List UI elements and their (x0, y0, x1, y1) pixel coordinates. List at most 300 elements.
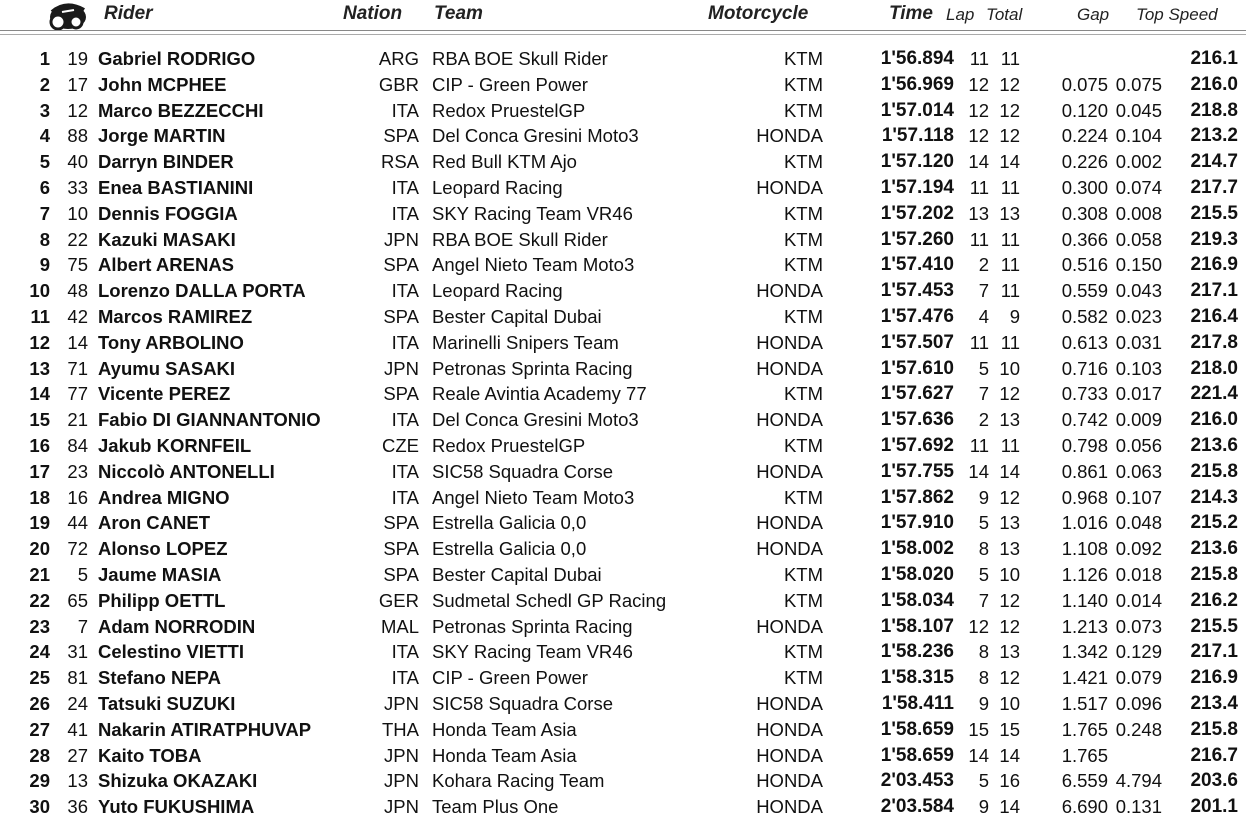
gap-cell: 6.690 (1061, 796, 1108, 818)
total-laps-cell: 11 (1000, 48, 1020, 69)
gap-cell: 0.559 (1061, 280, 1108, 302)
rider-name-cell: Ayumu SASAKI (98, 357, 236, 379)
position-cell: 3 (39, 99, 50, 121)
total-laps-cell: 10 (999, 357, 1020, 379)
team-cell: CIP - Green Power (432, 73, 588, 95)
total-laps-cell: 12 (999, 667, 1020, 689)
rider-name-cell: Aron CANET (98, 512, 211, 534)
table-row (0, 536, 1246, 562)
position-cell: 26 (29, 692, 50, 714)
gap-previous-cell: 0.092 (1115, 538, 1162, 560)
top-speed-cell: 214.3 (1190, 486, 1238, 508)
top-speed-cell: 203.6 (1190, 770, 1238, 792)
lap-time-cell: 1'56.894 (880, 48, 954, 69)
position-cell: 22 (29, 589, 50, 611)
table-row (0, 330, 1246, 356)
top-speed-cell: 216.7 (1190, 744, 1238, 766)
total-laps-cell: 13 (999, 202, 1020, 224)
table-row (0, 356, 1246, 382)
gap-cell: 1.016 (1061, 512, 1108, 534)
nation-cell: ITA (391, 280, 419, 302)
team-cell: Redox PruestelGP (432, 434, 586, 456)
gap-cell: 1.140 (1061, 589, 1108, 611)
lap-cell: 12 (968, 125, 989, 147)
gap-cell: 0.742 (1061, 409, 1108, 431)
lap-time-cell: 1'57.410 (880, 254, 954, 276)
lap-time-cell: 1'58.659 (880, 718, 954, 740)
header-nation: Nation (343, 3, 403, 24)
team-cell: Reale Avintia Academy 77 (432, 383, 647, 405)
position-cell: 20 (29, 538, 50, 560)
gap-previous-cell: 0.048 (1115, 512, 1162, 534)
motorcycle-cell: KTM (783, 305, 823, 327)
team-cell: CIP - Green Power (432, 667, 588, 689)
team-cell: SIC58 Squadra Corse (432, 460, 613, 482)
rider-name-cell: Niccolò ANTONELLI (98, 460, 275, 482)
motorcycle-cell: KTM (783, 434, 823, 456)
top-speed-cell: 213.2 (1190, 125, 1238, 147)
gap-cell: 0.300 (1061, 176, 1108, 198)
lap-cell: 8 (978, 667, 989, 689)
gap-previous-cell: 0.075 (1115, 73, 1162, 95)
team-cell: Leopard Racing (432, 176, 563, 198)
table-row (0, 433, 1246, 459)
rider-name-cell: Celestino VIETTI (98, 641, 244, 663)
rider-number-cell: 13 (67, 770, 88, 792)
rider-name-cell: Enea BASTIANINI (98, 176, 254, 198)
lap-cell: 12 (968, 73, 989, 95)
table-row (0, 768, 1246, 794)
position-cell: 28 (29, 744, 50, 766)
gap-cell: 1.108 (1061, 538, 1108, 560)
lap-time-cell: 1'58.659 (880, 744, 954, 766)
top-speed-cell: 217.1 (1190, 641, 1238, 663)
total-laps-cell: 14 (999, 151, 1020, 173)
gap-cell: 0.366 (1061, 228, 1108, 250)
total-laps-cell: 14 (999, 796, 1020, 818)
lap-time-cell: 1'57.862 (880, 486, 954, 508)
motorcycle-cell: KTM (783, 99, 823, 121)
header-total: Total (986, 5, 1023, 24)
nation-cell: ITA (391, 460, 419, 482)
lap-cell: 9 (978, 692, 989, 714)
motorcycle-logo-icon (42, 0, 88, 32)
nation-cell: JPN (384, 770, 419, 792)
total-laps-cell: 14 (999, 744, 1020, 766)
table-row (0, 227, 1246, 253)
team-cell: Bester Capital Dubai (432, 305, 602, 327)
gap-cell: 1.126 (1061, 563, 1108, 585)
team-cell: SKY Racing Team VR46 (432, 641, 633, 663)
total-laps-cell: 15 (999, 718, 1020, 740)
top-speed-cell: 215.8 (1190, 460, 1238, 482)
motorcycle-cell: HONDA (756, 744, 823, 766)
top-speed-cell: 215.5 (1190, 202, 1238, 224)
motorcycle-cell: HONDA (756, 280, 823, 302)
lap-cell: 5 (978, 770, 989, 792)
table-row (0, 794, 1246, 820)
gap-cell: 0.716 (1061, 357, 1108, 379)
rider-number-cell: 22 (67, 228, 88, 250)
total-laps-cell: 11 (1000, 434, 1020, 456)
total-laps-cell: 13 (999, 409, 1020, 431)
rider-name-cell: Andrea MIGNO (98, 486, 230, 508)
lap-time-cell: 1'58.020 (880, 563, 954, 585)
team-cell: Del Conca Gresini Moto3 (432, 125, 639, 147)
team-cell: Honda Team Asia (432, 718, 577, 740)
motorcycle-cell: KTM (783, 228, 823, 250)
lap-cell: 2 (978, 409, 989, 431)
team-cell: Marinelli Snipers Team (432, 331, 619, 353)
lap-time-cell: 1'57.476 (880, 305, 954, 327)
nation-cell: SPA (383, 512, 419, 534)
rider-name-cell: Jaume MASIA (98, 563, 222, 585)
gap-previous-cell: 4.794 (1115, 770, 1162, 792)
lap-cell: 11 (969, 434, 989, 456)
nation-cell: JPN (384, 796, 419, 818)
lap-time-cell: 1'57.453 (880, 280, 954, 302)
total-laps-cell: 11 (1000, 228, 1020, 250)
position-cell: 27 (29, 718, 50, 740)
motorcycle-cell: HONDA (756, 176, 823, 198)
total-laps-cell: 11 (1000, 331, 1020, 353)
lap-time-cell: 2'03.584 (880, 796, 954, 818)
lap-time-cell: 1'56.969 (880, 73, 954, 95)
position-cell: 10 (29, 280, 50, 302)
motorcycle-cell: KTM (783, 151, 823, 173)
gap-previous-cell: 0.043 (1115, 280, 1162, 302)
top-speed-cell: 216.9 (1190, 254, 1238, 276)
lap-time-cell: 1'57.014 (880, 99, 954, 121)
lap-cell: 15 (968, 718, 989, 740)
team-cell: Petronas Sprinta Racing (432, 615, 633, 637)
team-cell: Leopard Racing (432, 280, 563, 302)
lap-time-cell: 1'57.692 (880, 434, 954, 456)
rider-name-cell: Yuto FUKUSHIMA (98, 796, 255, 818)
table-row (0, 123, 1246, 149)
motorcycle-cell: KTM (783, 48, 823, 69)
gap-previous-cell: 0.131 (1115, 796, 1162, 818)
position-cell: 5 (39, 151, 50, 173)
total-laps-cell: 12 (999, 615, 1020, 637)
nation-cell: SPA (383, 538, 419, 560)
lap-time-cell: 1'57.636 (880, 409, 954, 431)
table-row (0, 201, 1246, 227)
table-row (0, 614, 1246, 640)
rider-name-cell: Lorenzo DALLA PORTA (98, 280, 306, 302)
gap-previous-cell: 0.074 (1115, 176, 1162, 198)
header-rider: Rider (104, 3, 153, 24)
rider-name-cell: Nakarin ATIRATPHUVAP (98, 718, 312, 740)
position-cell: 2 (39, 73, 50, 95)
rider-name-cell: Jorge MARTIN (98, 125, 226, 147)
team-cell: Red Bull KTM Ajo (432, 151, 577, 173)
rider-number-cell: 23 (67, 460, 88, 482)
rider-number-cell: 48 (67, 280, 88, 302)
motorcycle-cell: HONDA (756, 796, 823, 818)
total-laps-cell: 12 (999, 383, 1020, 405)
lap-time-cell: 1'57.118 (881, 125, 954, 147)
team-cell: Redox PruestelGP (432, 99, 586, 121)
rider-number-cell: 71 (67, 357, 88, 379)
team-cell: Honda Team Asia (432, 744, 577, 766)
motorcycle-cell: KTM (783, 383, 823, 405)
team-cell: Estrella Galicia 0,0 (432, 512, 587, 534)
team-cell: RBA BOE Skull Rider (432, 228, 608, 250)
motorcycle-cell: HONDA (756, 770, 823, 792)
nation-cell: RSA (380, 151, 419, 173)
motorcycle-cell: HONDA (756, 409, 823, 431)
rider-name-cell: Marcos RAMIREZ (98, 305, 253, 327)
rider-number-cell: 27 (67, 744, 88, 766)
lap-cell: 8 (978, 641, 989, 663)
table-row (0, 252, 1246, 278)
position-cell: 1 (39, 48, 50, 69)
lap-time-cell: 1'57.627 (880, 383, 954, 405)
rider-name-cell: Gabriel RODRIGO (98, 48, 256, 69)
lap-time-cell: 1'58.315 (880, 667, 954, 689)
table-row (0, 562, 1246, 588)
position-cell: 13 (29, 357, 50, 379)
nation-cell: ITA (391, 486, 419, 508)
position-cell: 16 (29, 434, 50, 456)
gap-previous-cell: 0.045 (1115, 99, 1162, 121)
lap-cell: 7 (978, 280, 989, 302)
gap-cell: 0.798 (1061, 434, 1108, 456)
nation-cell: ARG (378, 48, 419, 69)
nation-cell: SPA (383, 254, 419, 276)
gap-cell: 0.120 (1061, 99, 1108, 121)
total-laps-cell: 12 (999, 486, 1020, 508)
gap-cell: 0.613 (1061, 331, 1108, 353)
motorcycle-cell: KTM (783, 589, 823, 611)
top-speed-cell: 221.4 (1190, 383, 1238, 405)
position-cell: 7 (39, 202, 50, 224)
nation-cell: SPA (383, 125, 419, 147)
total-laps-cell: 10 (999, 692, 1020, 714)
lap-cell: 14 (968, 744, 989, 766)
gap-cell: 1.765 (1061, 718, 1108, 740)
position-cell: 4 (39, 125, 50, 147)
gap-cell: 0.733 (1061, 383, 1108, 405)
lap-cell: 12 (968, 99, 989, 121)
gap-cell: 0.861 (1061, 460, 1108, 482)
rider-number-cell: 33 (67, 176, 88, 198)
gap-previous-cell: 0.058 (1115, 228, 1162, 250)
nation-cell: CZE (382, 434, 419, 456)
gap-cell: 0.968 (1061, 486, 1108, 508)
top-speed-cell: 219.3 (1190, 228, 1238, 250)
team-cell: Angel Nieto Team Moto3 (432, 254, 635, 276)
header-time: Time (889, 3, 934, 24)
rider-name-cell: Dennis FOGGIA (98, 202, 238, 224)
rider-number-cell: 19 (67, 48, 88, 69)
team-cell: Del Conca Gresini Moto3 (432, 409, 639, 431)
lap-cell: 5 (978, 512, 989, 534)
lap-time-cell: 1'57.755 (880, 460, 954, 482)
total-laps-cell: 13 (999, 538, 1020, 560)
gap-previous-cell: 0.248 (1115, 718, 1162, 740)
table-row (0, 485, 1246, 511)
motorcycle-cell: HONDA (756, 125, 823, 147)
total-laps-cell: 12 (999, 125, 1020, 147)
gap-previous-cell: 0.056 (1115, 434, 1162, 456)
nation-cell: GBR (378, 73, 419, 95)
team-cell: Bester Capital Dubai (432, 563, 602, 585)
table-row (0, 304, 1246, 330)
lap-cell: 9 (978, 486, 989, 508)
rider-number-cell: 77 (67, 383, 88, 405)
gap-previous-cell: 0.073 (1115, 615, 1162, 637)
table-row (0, 639, 1246, 665)
gap-cell: 1.765 (1061, 744, 1108, 766)
rider-number-cell: 72 (67, 538, 88, 560)
motorcycle-cell: HONDA (756, 460, 823, 482)
lap-time-cell: 1'58.236 (880, 641, 954, 663)
top-speed-cell: 216.9 (1190, 667, 1238, 689)
lap-time-cell: 1'57.202 (880, 202, 954, 224)
nation-cell: ITA (391, 176, 419, 198)
rider-number-cell: 24 (67, 692, 88, 714)
team-cell: Angel Nieto Team Moto3 (432, 486, 635, 508)
table-row (0, 98, 1246, 124)
lap-time-cell: 1'58.034 (880, 589, 954, 611)
header-gap: Gap (1077, 5, 1110, 24)
total-laps-cell: 12 (999, 589, 1020, 611)
rider-name-cell: Marco BEZZECCHI (98, 99, 264, 121)
rider-number-cell: 40 (67, 151, 88, 173)
table-row (0, 278, 1246, 304)
motorcycle-cell: HONDA (756, 692, 823, 714)
nation-cell: SPA (383, 563, 419, 585)
nation-cell: JPN (384, 357, 419, 379)
lap-cell: 7 (978, 589, 989, 611)
table-row (0, 743, 1246, 769)
position-cell: 11 (30, 305, 50, 327)
nation-cell: GER (378, 589, 419, 611)
lap-time-cell: 2'03.453 (880, 770, 954, 792)
gap-previous-cell: 0.150 (1115, 254, 1162, 276)
rider-number-cell: 12 (67, 99, 88, 121)
rider-number-cell: 10 (67, 202, 88, 224)
gap-previous-cell: 0.107 (1115, 486, 1162, 508)
position-cell: 30 (29, 796, 50, 818)
motorcycle-cell: HONDA (756, 615, 823, 637)
position-cell: 18 (29, 486, 50, 508)
rider-name-cell: Tony ARBOLINO (98, 331, 244, 353)
lap-cell: 5 (978, 563, 989, 585)
top-speed-cell: 216.0 (1190, 409, 1238, 431)
total-laps-cell: 9 (1009, 305, 1020, 327)
lap-cell: 9 (978, 796, 989, 818)
lap-time-cell: 1'57.194 (880, 176, 954, 198)
rider-number-cell: 7 (77, 615, 88, 637)
gap-previous-cell: 0.104 (1115, 125, 1162, 147)
team-cell: Team Plus One (432, 796, 559, 818)
gap-cell: 0.582 (1061, 305, 1108, 327)
top-speed-cell: 215.2 (1190, 512, 1238, 534)
position-cell: 14 (29, 383, 50, 405)
rider-number-cell: 16 (67, 486, 88, 508)
gap-previous-cell: 0.129 (1115, 641, 1162, 663)
total-laps-cell: 14 (999, 460, 1020, 482)
gap-previous-cell: 0.014 (1115, 589, 1162, 611)
gap-cell: 0.075 (1061, 73, 1108, 95)
header-motorcycle: Motorcycle (708, 3, 809, 24)
rider-name-cell: Adam NORRODIN (98, 615, 256, 637)
position-cell: 8 (39, 228, 50, 250)
gap-previous-cell: 0.103 (1115, 357, 1162, 379)
position-cell: 25 (29, 667, 50, 689)
top-speed-cell: 217.8 (1190, 331, 1238, 353)
rider-name-cell: Shizuka OKAZAKI (98, 770, 258, 792)
nation-cell: SPA (383, 383, 419, 405)
rider-number-cell: 84 (67, 434, 88, 456)
rider-number-cell: 21 (67, 409, 88, 431)
top-speed-cell: 216.1 (1190, 48, 1238, 69)
rider-number-cell: 42 (67, 305, 88, 327)
gap-previous-cell: 0.079 (1115, 667, 1162, 689)
position-cell: 9 (39, 254, 50, 276)
total-laps-cell: 11 (1000, 176, 1020, 198)
lap-cell: 14 (968, 460, 989, 482)
motorcycle-cell: KTM (783, 202, 823, 224)
gap-cell: 0.308 (1061, 202, 1108, 224)
total-laps-cell: 16 (999, 770, 1020, 792)
top-speed-cell: 217.1 (1190, 280, 1238, 302)
gap-cell: 0.224 (1061, 125, 1108, 147)
rider-name-cell: Albert ARENAS (98, 254, 235, 276)
nation-cell: ITA (391, 331, 419, 353)
table-row (0, 588, 1246, 614)
position-cell: 21 (29, 563, 50, 585)
table-row (0, 175, 1246, 201)
nation-cell: JPN (384, 692, 419, 714)
nation-cell: SPA (383, 305, 419, 327)
team-cell: RBA BOE Skull Rider (432, 48, 608, 69)
total-laps-cell: 10 (999, 563, 1020, 585)
total-laps-cell: 12 (999, 73, 1020, 95)
gap-previous-cell: 0.096 (1115, 692, 1162, 714)
team-cell: Petronas Sprinta Racing (432, 357, 633, 379)
motorcycle-cell: KTM (783, 254, 823, 276)
position-cell: 15 (29, 409, 50, 431)
top-speed-cell: 218.0 (1190, 357, 1238, 379)
rider-number-cell: 17 (67, 73, 88, 95)
header-top-speed: Top Speed (1136, 5, 1218, 24)
motorcycle-cell: HONDA (756, 512, 823, 534)
top-speed-cell: 216.2 (1190, 589, 1238, 611)
top-speed-cell: 215.5 (1190, 615, 1238, 637)
table-row (0, 72, 1246, 98)
rider-name-cell: Kazuki MASAKI (98, 228, 236, 250)
rider-number-cell: 14 (67, 331, 88, 353)
lap-cell: 7 (978, 383, 989, 405)
top-speed-cell: 216.4 (1190, 305, 1238, 327)
motorcycle-cell: KTM (783, 486, 823, 508)
rider-name-cell: Darryn BINDER (98, 151, 234, 173)
table-row (0, 459, 1246, 485)
header-team: Team (434, 3, 483, 24)
nation-cell: ITA (391, 667, 419, 689)
gap-cell: 0.516 (1061, 254, 1108, 276)
gap-previous-cell: 0.009 (1115, 409, 1162, 431)
rider-number-cell: 88 (67, 125, 88, 147)
lap-cell: 4 (978, 305, 989, 327)
table-header (0, 0, 1246, 28)
lap-cell: 11 (969, 176, 989, 198)
rider-number-cell: 5 (77, 563, 88, 585)
